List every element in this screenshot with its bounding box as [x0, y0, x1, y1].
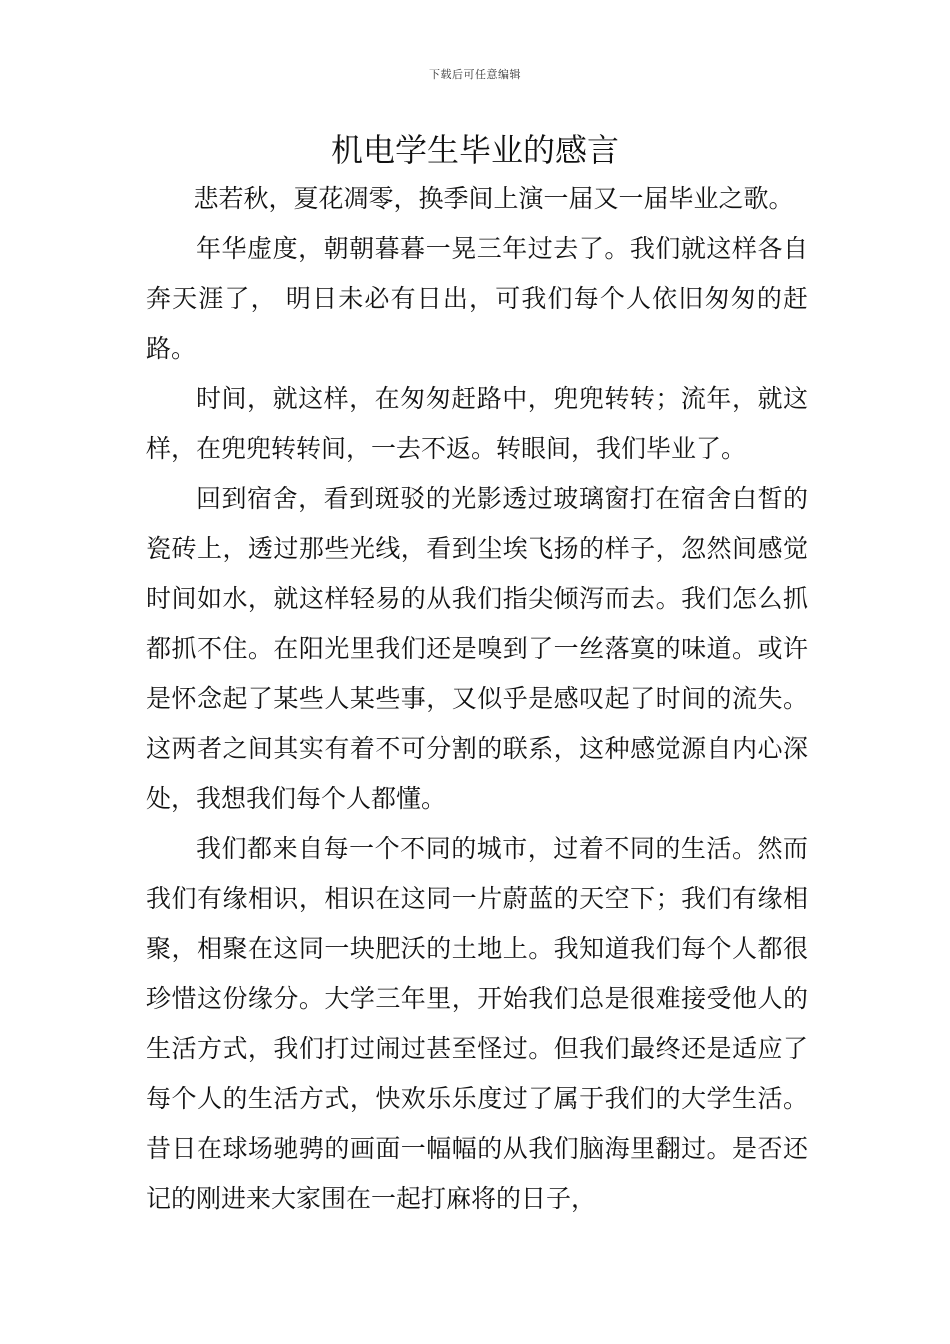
paragraph: 年华虚度，朝朝暮暮一晃三年过去了。我们就这样各自奔天涯了， 明日未必有日出，可我们每个人依旧匆匆的赶路。 — [146, 234, 808, 363]
paragraph: 我们都来自每一个不同的城市，过着不同的生活。然而我们有缘相识，相识在这同一片蔚蓝的天空下；我们有缘相聚，相聚在这同一块肥沃的土地上。我知道我们每个人都很珍惜这份缘分。大学三年里，开始我们总是很难接受他人的生活方式，我们打过闹过甚至怪过。但我们最终还是适应了每个人的生活方式，快欢乐乐度过了属于我们的大学生活。昔日在球场驰骋的画面一幅幅的从我们脑海里翻过。是否还记的刚进来大家围在一起打麻将的日子， — [146, 834, 808, 1213]
paragraph: 回到宿舍，看到斑驳的光影透过玻璃窗打在宿舍白皙的瓷砖上，透过那些光线，看到尘埃飞扬的样子，忽然间感觉时间如水，就这样轻易的从我们指尖倾泻而去。我们怎么抓都抓不住。在阳光里我们还是嗅到了一丝落寞的味道。或许是怀念起了某些人某些事，又似乎是感叹起了时间的流失。这两者之间其实有着不可分割的联系，这种感觉源自内心深处，我想我们每个人都懂。 — [146, 484, 808, 813]
paragraph: 时间，就这样，在匆匆赶路中，兜兜转转；流年，就这样，在兜兜转转间，一去不返。转眼间，我们毕业了。 — [146, 384, 808, 463]
header-note: 下载后可任意编辑 — [429, 68, 521, 81]
paragraph: 悲若秋，夏花凋零，换季间上演一届又一届毕业之歌。 — [193, 184, 794, 213]
document-body — [146, 174, 808, 1224]
document-title: 机电学生毕业的感言 — [330, 131, 619, 169]
